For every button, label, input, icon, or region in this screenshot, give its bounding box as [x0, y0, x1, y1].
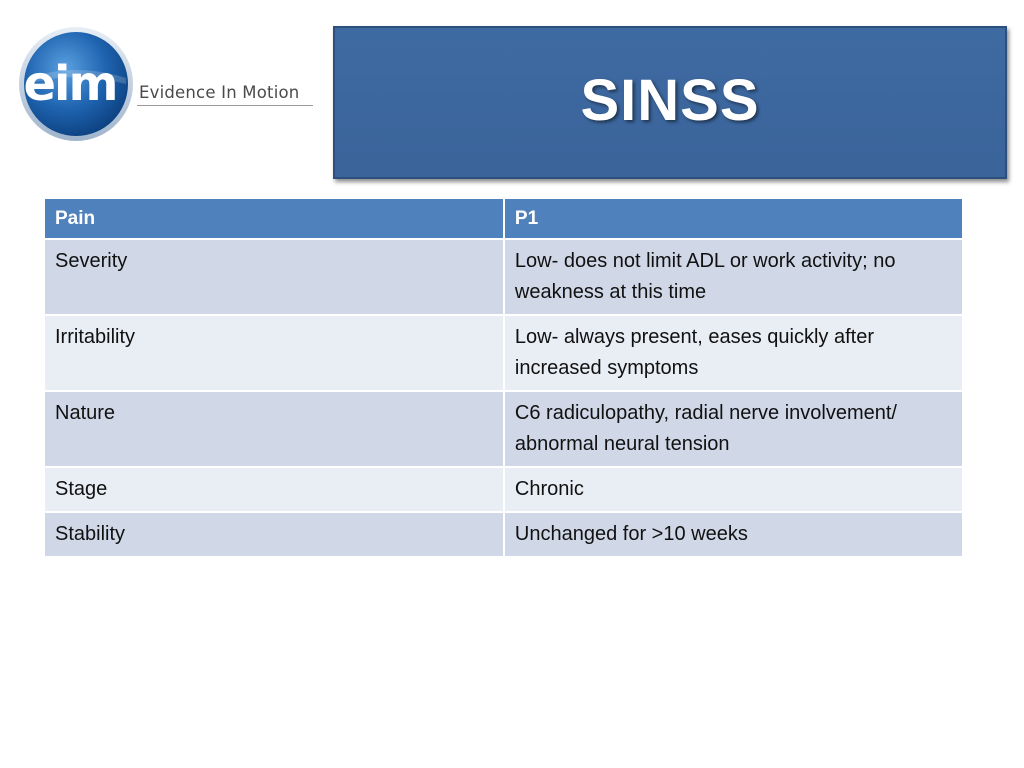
- table-row: [44, 467, 963, 512]
- header-cell-pain: Pain: [44, 198, 504, 239]
- sinss-table: [43, 197, 964, 558]
- row-label-stability: Stability: [44, 512, 504, 557]
- table-row: [44, 315, 963, 391]
- row-label-irritability: Irritability: [44, 315, 504, 391]
- logo-mark-text: eim: [23, 56, 117, 112]
- row-value-stability: Unchanged for >10 weeks: [504, 512, 963, 557]
- header-cell-p1: P1: [504, 198, 963, 239]
- table-row: [44, 512, 963, 557]
- table-row: [44, 239, 963, 315]
- row-value-nature: C6 radiculopathy, radial nerve involvement/ abnormal neural tension: [504, 391, 963, 467]
- title-banner: [333, 26, 1007, 179]
- eim-logo: [18, 26, 318, 144]
- logo-divider: [137, 105, 313, 106]
- row-label-severity: Severity: [44, 239, 504, 315]
- row-value-stage: Chronic: [504, 467, 963, 512]
- row-label-stage: Stage: [44, 467, 504, 512]
- row-value-severity: Low- does not limit ADL or work activity; no weakness at this time: [504, 239, 963, 315]
- row-label-nature: Nature: [44, 391, 504, 467]
- row-value-irritability: Low- always present, eases quickly after increased symptoms: [504, 315, 963, 391]
- slide-title: SINSS: [580, 68, 760, 133]
- table-row: [44, 391, 963, 467]
- logo-tagline: Evidence In Motion: [139, 83, 300, 102]
- table-header-row: [44, 198, 963, 239]
